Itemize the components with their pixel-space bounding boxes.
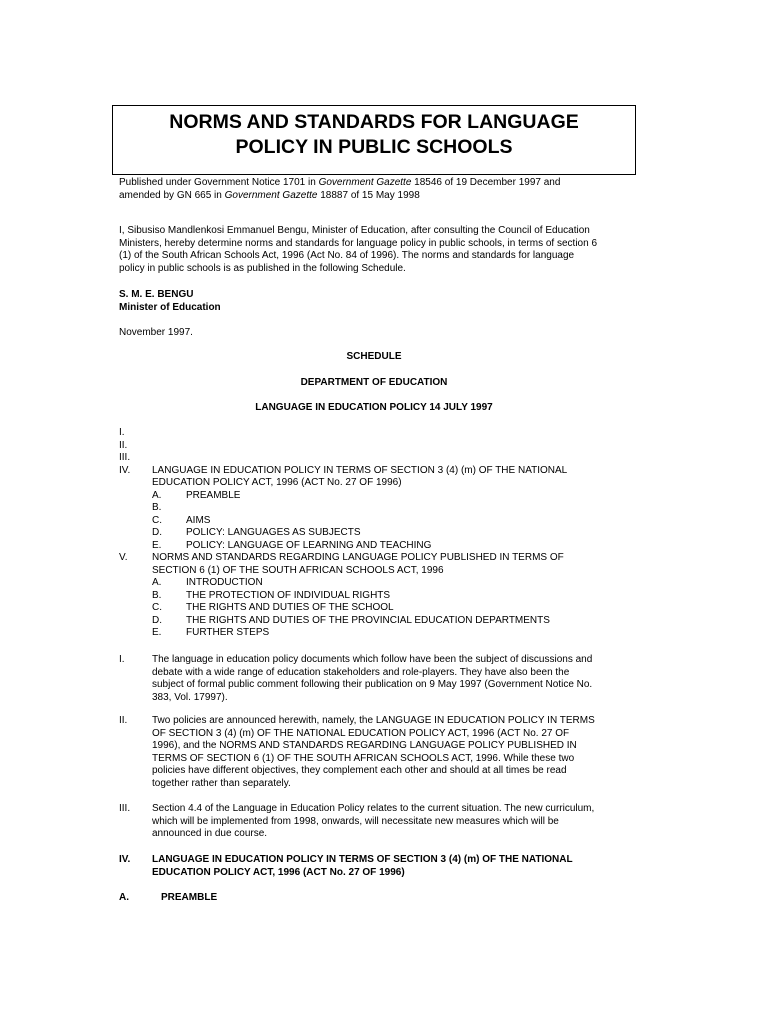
toc-item-letter: B.	[152, 589, 162, 601]
toc-item-text: THE PROTECTION OF INDIVIDUAL RIGHTS	[186, 589, 391, 601]
published-line-2: amended by GN 665 in Government Gazette 18887 of 15 May 1998	[119, 189, 420, 201]
document-title-line-1: NORMS AND STANDARDS FOR LANGUAGE	[169, 111, 579, 133]
document-title-line-2: POLICY IN PUBLIC SCHOOLS	[235, 136, 513, 158]
toc-item-letter: A.	[152, 489, 162, 501]
toc-number: I.	[119, 427, 125, 438]
section-line: subject of formal public comment following their publication on 9 May 1997 (Government Notice No.	[152, 679, 593, 690]
section-number: II.	[119, 715, 128, 726]
section-line: which will be implemented from 1998, onwards, will necessitate new measures which will be	[152, 815, 559, 827]
toc-item-text: THE RIGHTS AND DUTIES OF THE PROVINCIAL EDUCATION DEPARTMENTS	[186, 614, 550, 626]
toc-item-text: AIMS	[186, 514, 211, 526]
published-line-1: Published under Government Notice 1701 in Government Gazette 18546 of 19 December 1997 and	[119, 177, 561, 188]
toc-item-text: THE RIGHTS AND DUTIES OF THE SCHOOL	[186, 602, 394, 613]
section-line: Section 4.4 of the Language in Education Policy relates to the current situation. The new curriculum,	[152, 803, 595, 814]
section-line: announced in due course.	[152, 828, 268, 839]
schedule-heading: SCHEDULE	[346, 351, 402, 362]
toc-item-text: POLICY: LANGUAGES AS SUBJECTS	[186, 527, 361, 538]
section-line: 1996), and the NORMS AND STANDARDS REGARDING LANGUAGE POLICY PUBLISHED IN	[152, 740, 577, 751]
toc-v-line-1: NORMS AND STANDARDS REGARDING LANGUAGE POLICY PUBLISHED IN TERMS OF	[152, 552, 564, 563]
toc-item-letter: E.	[152, 539, 162, 551]
toc-item-letter: C.	[152, 514, 162, 526]
toc-item-text: INTRODUCTION	[186, 577, 263, 588]
toc-item-letter: B.	[152, 502, 162, 513]
department-heading: DEPARTMENT OF EDUCATION	[300, 377, 448, 388]
section-iv-heading-line-1: LANGUAGE IN EDUCATION POLICY IN TERMS OF SECTION 3 (4) (m) OF THE NATIONAL	[152, 854, 573, 865]
intro-line-3: (1) of the South African Schools Act, 1996 (Act No. 84 of 1996). The norms and standards for language	[119, 250, 575, 261]
toc-number: III.	[119, 452, 131, 463]
section-line: together rather than separately.	[152, 777, 291, 789]
signatory-role: Minister of Education	[119, 301, 221, 313]
section-number: I.	[119, 654, 125, 665]
toc-item-text: PREAMBLE	[186, 489, 241, 501]
toc-number: V.	[119, 552, 128, 563]
toc-item-letter: D.	[152, 527, 162, 538]
section-line: TERMS OF SECTION 6 (1) OF THE SOUTH AFRICAN SCHOOLS ACT, 1996. While these two	[152, 752, 575, 764]
policy-heading: LANGUAGE IN EDUCATION POLICY 14 JULY 1997	[255, 402, 493, 413]
section-line: policies have different objectives, they complement each other and should at all times be read	[152, 765, 567, 776]
toc-v-line-2: SECTION 6 (1) OF THE SOUTH AFRICAN SCHOOLS ACT, 1996	[152, 564, 444, 576]
signatory-name: S. M. E. BENGU	[119, 289, 194, 300]
toc-item-text: FURTHER STEPS	[186, 627, 270, 638]
toc-number: IV.	[119, 464, 131, 476]
section-line: The language in education policy documents which follow have been the subject of discussions and	[152, 654, 593, 665]
section-line: debate with a wide range of education stakeholders and role-players. They have also been the	[152, 666, 570, 678]
section-number: III.	[119, 803, 131, 814]
intro-line-1: I, Sibusiso Mandlenkosi Emmanuel Bengu, Minister of Education, after consulting the Council of Education	[119, 225, 590, 236]
intro-line-4: policy in public schools is as published in the following Schedule.	[119, 262, 406, 274]
section-line: Two policies are announced herewith, namely, the LANGUAGE IN EDUCATION POLICY IN TERMS	[152, 715, 595, 726]
intro-line-2: Ministers, hereby determine norms and standards for language policy in public schools, in terms of section 6	[119, 237, 598, 249]
preamble-letter: A.	[119, 892, 129, 903]
toc-number: II.	[119, 439, 128, 451]
preamble-heading: PREAMBLE	[161, 892, 218, 903]
toc-iv-line-2: EDUCATION POLICY ACT, 1996 (ACT No. 27 OF 1996)	[152, 477, 402, 488]
toc-item-text: POLICY: LANGUAGE OF LEARNING AND TEACHING	[186, 539, 432, 551]
toc-item-letter: A.	[152, 577, 162, 588]
section-line: 383, Vol. 17997).	[152, 691, 228, 703]
section-iv-heading-line-2: EDUCATION POLICY ACT, 1996 (ACT No. 27 OF 1996)	[152, 866, 405, 878]
section-line: OF SECTION 3 (4) (m) OF THE NATIONAL EDUCATION POLICY ACT, 1996 (ACT No. 27 OF	[152, 727, 570, 739]
title-box	[112, 105, 636, 175]
toc-item-letter: E.	[152, 627, 162, 638]
document-date: November 1997.	[119, 327, 193, 338]
section-iv-number: IV.	[119, 854, 131, 865]
toc-iv-line-1: LANGUAGE IN EDUCATION POLICY IN TERMS OF SECTION 3 (4) (m) OF THE NATIONAL	[152, 464, 568, 476]
toc-item-letter: D.	[152, 614, 162, 626]
toc-item-letter: C.	[152, 602, 162, 613]
